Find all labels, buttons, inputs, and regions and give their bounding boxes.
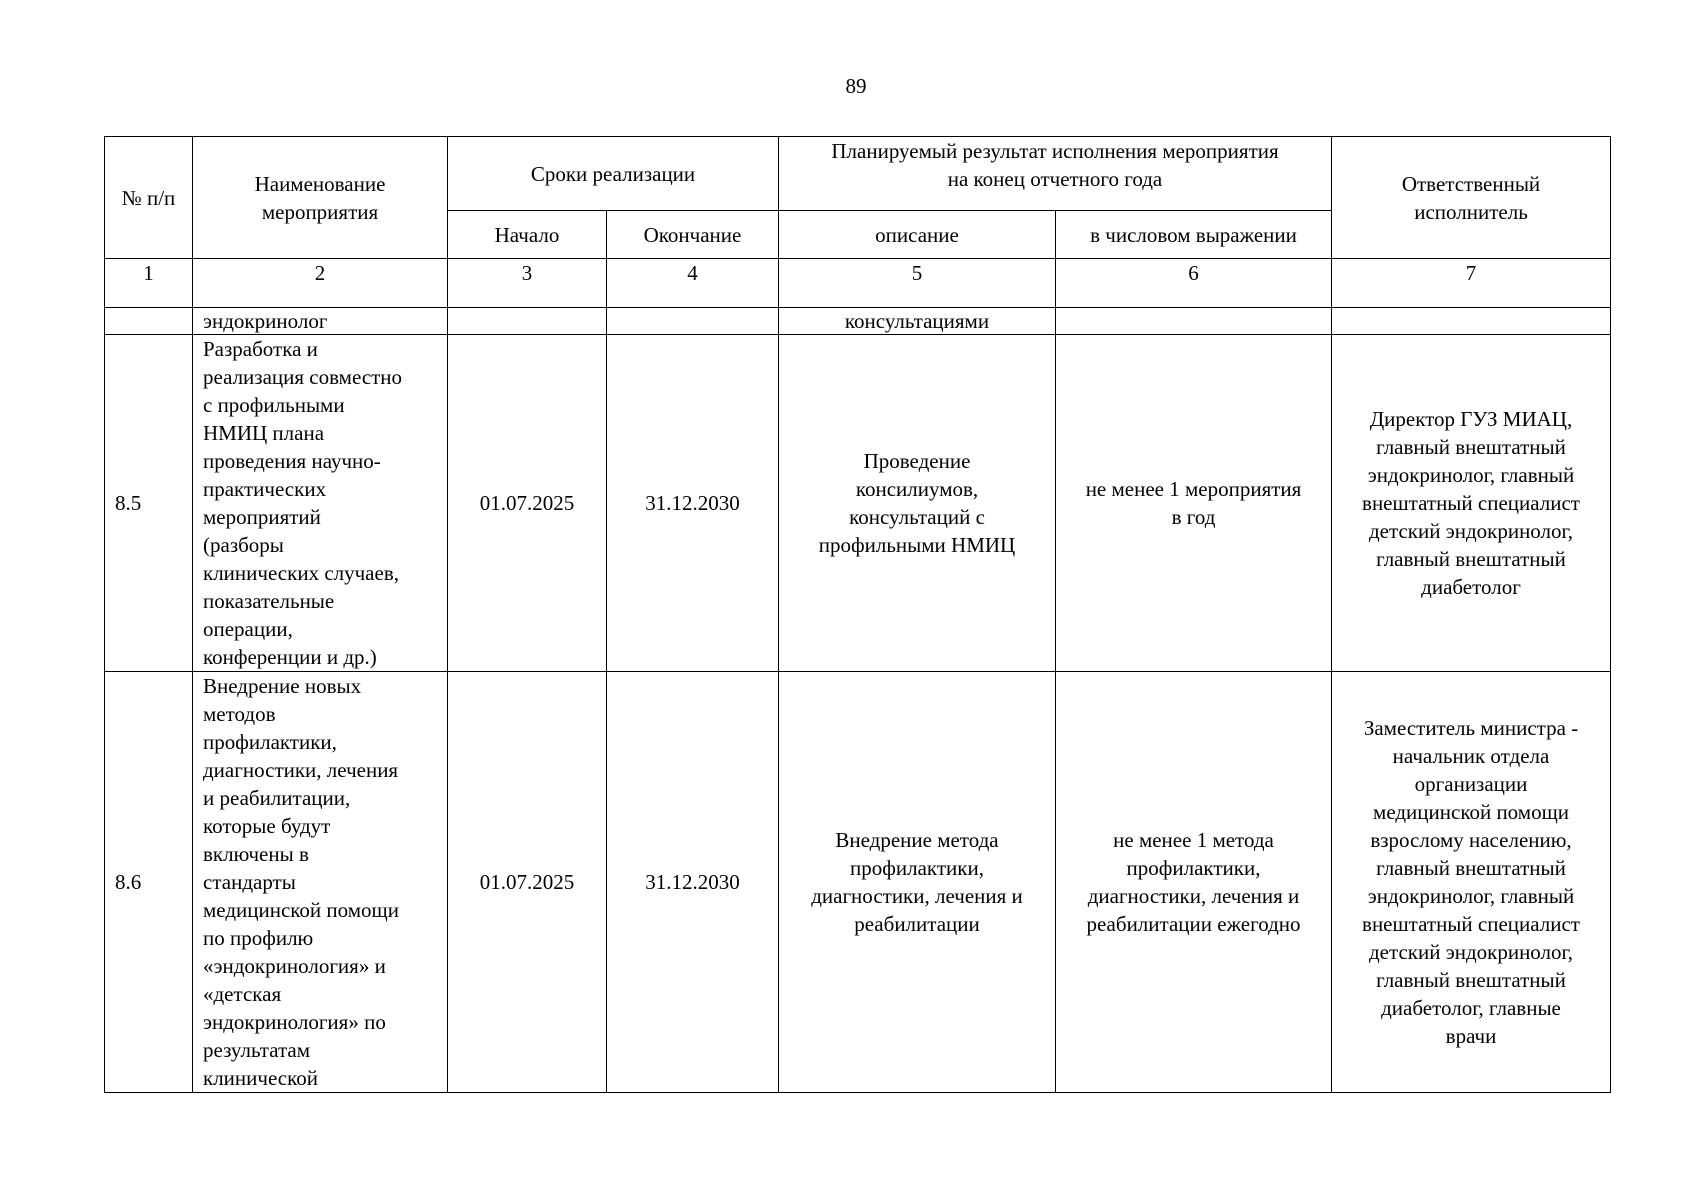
row-name-cell: Внедрение новых методов профилактики, диагностики, лечения и реабилитации, которые будут включены в стандарты медицинской помощи по профилю «эндокринология» и «детская эндокринология» по результатам клинической <box>193 672 448 1093</box>
row-numeric-cell: не менее 1 мероприятия в год <box>1056 335 1332 672</box>
header-row-1 <box>105 137 1611 211</box>
row-responsible-cell: Заместитель министра - начальник отдела организации медицинской помощи взрослому населению, главный внештатный эндокринолог, главный внештатный специалист детский эндокринолог, главный внештатный диабетолог, главные врачи <box>1332 672 1611 1093</box>
row-numeric-cell: не менее 1 метода профилактики, диагностики, лечения и реабилитации ежегодно <box>1056 672 1332 1093</box>
cont-numeric-cell <box>1056 308 1332 335</box>
header-num: № п/п <box>105 137 193 259</box>
column-numbers-row <box>105 259 1611 308</box>
activity-plan-table <box>104 136 1611 1093</box>
column-number: 2 <box>193 259 448 308</box>
cont-name-cell: эндокринолог <box>193 308 448 335</box>
column-number: 1 <box>105 259 193 308</box>
row-num-cell: 8.6 <box>105 672 193 1093</box>
cont-num-cell <box>105 308 193 335</box>
cont-description-cell: консультациями <box>779 308 1056 335</box>
row-end-cell: 31.12.2030 <box>607 672 779 1093</box>
column-number: 5 <box>779 259 1056 308</box>
header-end: Окончание <box>607 211 779 259</box>
column-number: 7 <box>1332 259 1611 308</box>
header-description: описание <box>779 211 1056 259</box>
header-numeric: в числовом выражении <box>1056 211 1332 259</box>
header-terms: Сроки реализации <box>448 137 779 211</box>
row-start-cell: 01.07.2025 <box>448 672 607 1093</box>
row-name-cell: Разработка и реализация совместно с профильными НМИЦ плана проведения научно- практических мероприятий (разборы клинических случаев, показательные операции, конференции и др.) <box>193 335 448 672</box>
header-planned-result: Планируемый результат исполнения мероприятия на конец отчетного года <box>779 137 1332 211</box>
continuation-row <box>105 308 1611 335</box>
cont-responsible-cell <box>1332 308 1611 335</box>
cont-end-cell <box>607 308 779 335</box>
row-num-cell: 8.5 <box>105 335 193 672</box>
row-responsible-cell: Директор ГУЗ МИАЦ, главный внештатный эндокринолог, главный внештатный специалист детский эндокринолог, главный внештатный диабетолог <box>1332 335 1611 672</box>
column-number: 3 <box>448 259 607 308</box>
row-description-cell: Внедрение метода профилактики, диагностики, лечения и реабилитации <box>779 672 1056 1093</box>
row-end-cell: 31.12.2030 <box>607 335 779 672</box>
table-row <box>105 672 1611 1093</box>
page-number: 89 <box>845 74 867 98</box>
column-number: 6 <box>1056 259 1332 308</box>
table-row <box>105 335 1611 672</box>
header-name: Наименование мероприятия <box>193 137 448 259</box>
column-number: 4 <box>607 259 779 308</box>
row-description-cell: Проведение консилиумов, консультаций с профильными НМИЦ <box>779 335 1056 672</box>
cont-start-cell <box>448 308 607 335</box>
row-start-cell: 01.07.2025 <box>448 335 607 672</box>
header-start: Начало <box>448 211 607 259</box>
header-responsible: Ответственный исполнитель <box>1332 137 1611 259</box>
